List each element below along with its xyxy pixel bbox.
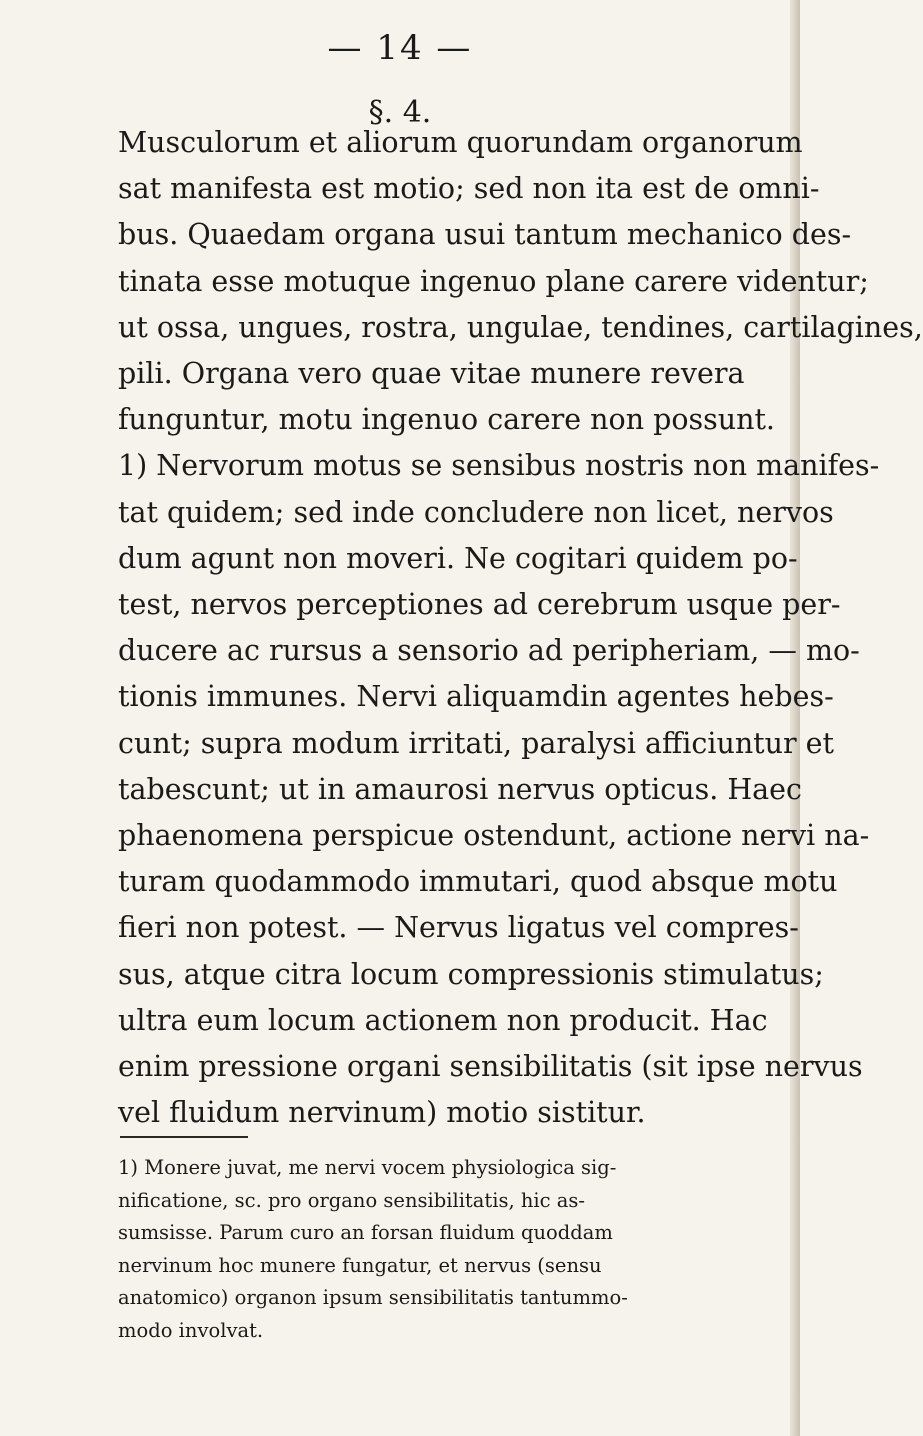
text-line: Musculorum et aliorum quorundam organorum	[118, 126, 803, 159]
text-line: dum agunt non moveri. Ne cogitari quidem po-	[118, 541, 798, 575]
body-text	[118, 120, 923, 1136]
text-line: funguntur, motu ingenuo carere non possunt.	[118, 403, 775, 437]
section-heading: §. 4.	[368, 95, 432, 130]
text-line: fieri non potest. — Nervus ligatus vel compres-	[118, 911, 799, 945]
text-line: phaenomena perspicue ostendunt, actione nervi na-	[118, 819, 870, 853]
text-line: enim pressione organi sensibilitatis (sit ipse nervus	[118, 1050, 863, 1084]
text-line: pili. Organa vero quae vitae munere revera	[118, 357, 745, 391]
text-line: tabescunt; ut in amaurosi nervus opticus. Haec	[118, 772, 802, 806]
text-line: sus, atque citra locum compressionis stimulatus;	[118, 957, 824, 991]
text-line: sat manifesta est motio; sed non ita est de omni-	[118, 172, 820, 206]
page-number: — 14 —	[327, 28, 473, 68]
footnote-line: nificatione, sc. pro organo sensibilitatis, hic as-	[118, 1188, 586, 1212]
text-line: test, nervos perceptiones ad cerebrum usque per-	[118, 588, 841, 622]
footnote-rule	[120, 1136, 248, 1138]
footnote-line: modo involvat.	[118, 1318, 264, 1342]
footnote-line: sumsisse. Parum curo an forsan fluidum quoddam	[118, 1221, 613, 1244]
text-line: cunt; supra modum irritati, paralysi afficiuntur et	[118, 726, 834, 760]
footnote-line: 1) Monere juvat, me nervi vocem physiologica sig-	[118, 1156, 617, 1179]
text-line: turam quodammodo immutari, quod absque motu	[118, 865, 838, 899]
footnote-line: anatomico) organon ipsum sensibilitatis tantummo-	[118, 1286, 628, 1309]
text-line: 1) Nervorum motus se sensibus nostris non manifes-	[118, 449, 880, 483]
text-line: bus. Quaedam organa usui tantum mechanico des-	[118, 218, 852, 252]
text-line: ut ossa, ungues, rostra, ungulae, tendines, cartilagines,	[118, 310, 923, 344]
text-line: ultra eum locum actionem non producit. Hac	[118, 1003, 768, 1037]
footnote-line: nervinum hoc munere fungatur, et nervus (sensu	[118, 1253, 602, 1277]
text-line: ducere ac rursus a sensorio ad peripheriam, — mo-	[118, 634, 860, 668]
text-line: tionis immunes. Nervi aliquamdin agentes hebes-	[118, 680, 834, 714]
text-line: tat quidem; sed inde concludere non licet, nervos	[118, 495, 834, 529]
text-line: vel fluidum nervinum) motio sistitur.	[118, 1096, 646, 1130]
footnote	[118, 1152, 798, 1347]
text-line: tinata esse motuque ingenuo plane carere videntur;	[118, 264, 869, 298]
